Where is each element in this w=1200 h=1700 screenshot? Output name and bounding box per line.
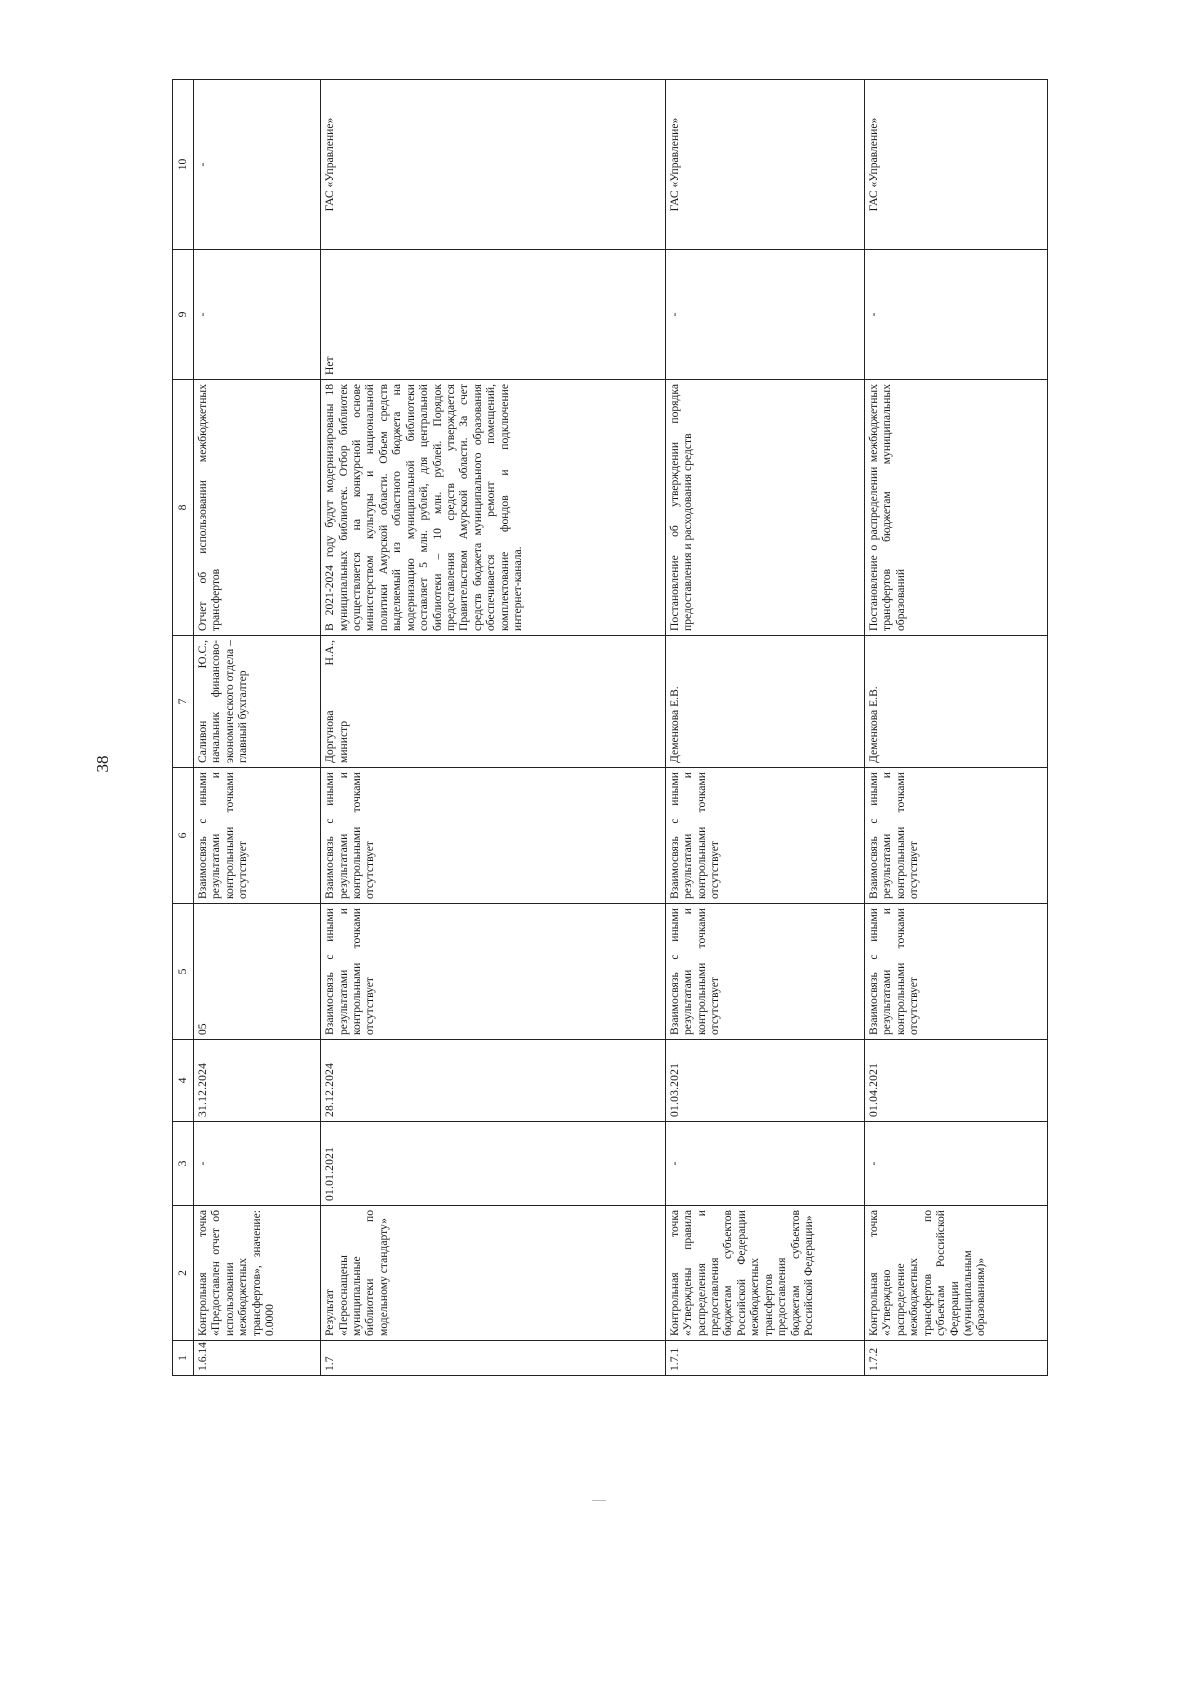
relation-text: Взаимосвязь с иными результатами и контрольными точками отсутствует bbox=[321, 768, 666, 904]
column-10-value: ГАС «Управление» bbox=[665, 80, 864, 250]
description-text: Отчет об использовании межбюджетных трансфертов bbox=[194, 380, 321, 636]
table-row bbox=[864, 80, 1047, 1376]
column-9-value: - bbox=[665, 250, 864, 380]
column-header: 5 bbox=[173, 904, 194, 1040]
table-row bbox=[194, 80, 321, 1376]
column-header: 3 bbox=[173, 1122, 194, 1206]
rotated-table-container bbox=[172, 80, 1048, 1376]
row-number: 1.6.14 bbox=[194, 1341, 321, 1376]
end-date: 28.12.2024 bbox=[321, 1040, 666, 1122]
start-date: 01.01.2021 bbox=[321, 1122, 666, 1206]
column-header: 4 bbox=[173, 1040, 194, 1122]
table-row bbox=[321, 80, 666, 1376]
column-header: 7 bbox=[173, 636, 194, 768]
responsible-person: Саливон Ю.С., начальник финансово-экономического отдела – главный бухгалтер bbox=[194, 636, 321, 768]
responsible-person: Доргунова Н.А., министр bbox=[321, 636, 666, 768]
header-row bbox=[173, 80, 194, 1376]
column-header: 6 bbox=[173, 768, 194, 904]
control-points-table bbox=[172, 79, 1048, 1376]
relation-text: Взаимосвязь с иными результатами и контрольными точками отсутствует bbox=[194, 768, 321, 904]
page-number: 38 bbox=[93, 755, 112, 773]
column-header: 8 bbox=[173, 380, 194, 636]
column-5-value: Взаимосвязь с иными результатами и контрольными точками отсутствует bbox=[864, 904, 1047, 1040]
relation-text: Взаимосвязь с иными результатами и контрольными точками отсутствует bbox=[864, 768, 1047, 904]
column-header: 1 bbox=[173, 1341, 194, 1376]
relation-text: Взаимосвязь с иными результатами и контрольными точками отсутствует bbox=[665, 768, 864, 904]
start-date: - bbox=[665, 1122, 864, 1206]
column-9-value: Нет bbox=[321, 250, 666, 380]
column-9-value: - bbox=[864, 250, 1047, 380]
row-number: 1.7.2 bbox=[864, 1341, 1047, 1376]
start-date: - bbox=[864, 1122, 1047, 1206]
responsible-person: Деменкова Е.В. bbox=[665, 636, 864, 768]
column-10-value: ГАС «Управление» bbox=[864, 80, 1047, 250]
column-5-value: 05 bbox=[194, 904, 321, 1040]
description-text: Постановление о распределении межбюджетных трансфертов бюджетам муниципальных образований bbox=[864, 380, 1047, 636]
end-date: 31.12.2024 bbox=[194, 1040, 321, 1122]
description-text: Постановление об утверждении порядка предоставления и расходования средств bbox=[665, 380, 864, 636]
responsible-person: Деменкова Е.В. bbox=[864, 636, 1047, 768]
column-5-value: Взаимосвязь с иными результатами и контрольными точками отсутствует bbox=[665, 904, 864, 1040]
column-5-value: Взаимосвязь с иными результатами и контрольными точками отсутствует bbox=[321, 904, 666, 1040]
scan-mark bbox=[592, 1500, 606, 1501]
start-date: - bbox=[194, 1122, 321, 1206]
column-10-value: ГАС «Управление» bbox=[321, 80, 666, 250]
column-10-value: - bbox=[194, 80, 321, 250]
column-header: 2 bbox=[173, 1206, 194, 1341]
row-name: Результат «Переоснащены муниципальные библиотеки по модельному стандарту» bbox=[321, 1206, 666, 1341]
column-9-value: - bbox=[194, 250, 321, 380]
row-number: 1.7.1 bbox=[665, 1341, 864, 1376]
end-date: 01.04.2021 bbox=[864, 1040, 1047, 1122]
end-date: 01.03.2021 bbox=[665, 1040, 864, 1122]
row-name: Контрольная точка «Предоставлен отчет об использовании межбюджетных трансфертов», значение: 0.0000 bbox=[194, 1206, 321, 1341]
table-row bbox=[665, 80, 864, 1376]
row-name: Контрольная точка «Утверждено распределение межбюджетных трансфертов по субъектам Российской Федерации (муниципальным образованиям)» bbox=[864, 1206, 1047, 1341]
row-number: 1.7 bbox=[321, 1341, 666, 1376]
description-text: В 2021-2024 году будут модернизированы 18 муниципальных библиотек. Отбор библиотек осуществляется на конкурсной основе министерством культуры и национальной политики Амурской области. Объем средств выделяемый из областного бюджета на модернизацию муниципальной библиотеки составляет 5 млн. рублей, для центральной библиотеки – 10 млн. рублей. Порядок предоставления средств утверждается Правительством Амурской области. За счет средств бюджета муниципального образования обеспечивается ремонт помещений, комплектование фондов и подключение интернет-канала. bbox=[321, 380, 666, 636]
row-name: Контрольная точка «Утверждены правила распределения и предоставления бюджетам субъектов Российской Федерации межбюджетных трансфертов предоставления бюджетам субъектов Российской Федерации» bbox=[665, 1206, 864, 1341]
column-header: 9 bbox=[173, 250, 194, 380]
column-header: 10 bbox=[173, 80, 194, 250]
